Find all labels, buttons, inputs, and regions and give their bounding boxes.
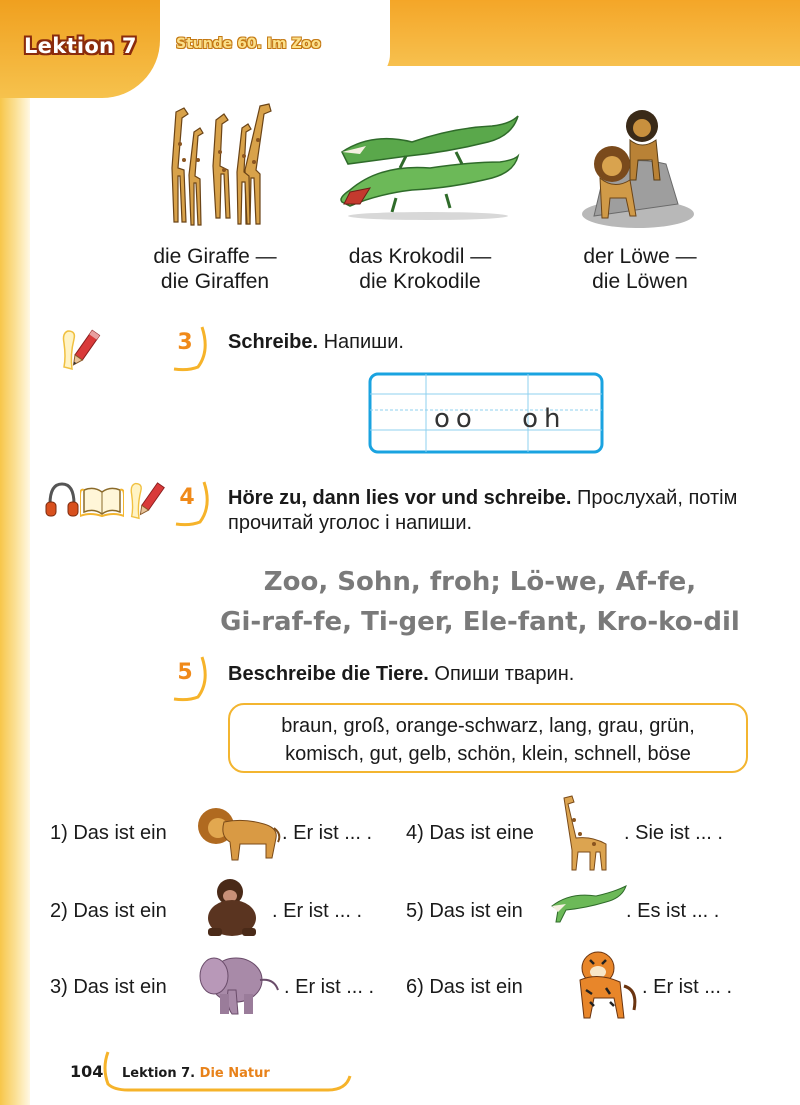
- task5-instruction: [228, 662, 574, 687]
- lektion-label: Lektion 7: [24, 34, 137, 58]
- caption-singular: das Krokodil —: [348, 245, 492, 268]
- sentence-1: [50, 822, 167, 845]
- sentence-prefix: 5) Das ist ein: [406, 900, 523, 922]
- sentence-2-end: . Er ist ... .: [272, 900, 363, 922]
- task4-instruction: [228, 486, 768, 536]
- pencil-icon: [128, 478, 172, 522]
- caption-giraffe: [120, 244, 310, 294]
- crocodiles-image: [336, 112, 521, 222]
- adjectives-line-2: komisch, gut, gelb, schön, klein, schnell, böse: [285, 743, 691, 765]
- book-icon: [80, 482, 124, 518]
- sentence-5-end: . Es ist ... .: [626, 900, 720, 922]
- task-number-badge: [172, 480, 210, 520]
- instruction-ukrainian: Прослухай, потім прочитай уголос і напиши.: [228, 487, 738, 534]
- tiger-icon: [566, 946, 642, 1022]
- caption-plural: die Löwen: [592, 270, 688, 293]
- sentence-3: [50, 976, 167, 999]
- footer-topic: Die Natur: [199, 1066, 270, 1081]
- instruction-german: Beschreibe die Tiere.: [228, 663, 429, 685]
- giraffes-image: [158, 100, 288, 230]
- instruction-german: Höre zu, dann lies vor und schreibe.: [228, 487, 572, 509]
- caption-singular: die Giraffe —: [153, 245, 277, 268]
- pencil-icon: [60, 325, 108, 373]
- sentence-2: [50, 900, 167, 923]
- page-number: 104: [70, 1062, 104, 1081]
- instruction-ukrainian: Напиши.: [318, 331, 404, 353]
- caption-loewe: [560, 244, 720, 294]
- sentence-prefix: 2) Das ist ein: [50, 900, 167, 922]
- caption-plural: die Giraffen: [160, 270, 270, 293]
- lion-icon: [194, 806, 282, 864]
- footer-lektion: Lektion 7.: [122, 1066, 196, 1081]
- crocodile-icon: [548, 884, 628, 928]
- sentence-prefix: 6) Das ist ein: [406, 976, 523, 998]
- sentence-4-end: . Sie ist ... .: [624, 822, 723, 844]
- sentence-3-end: . Er ist ... .: [284, 976, 375, 998]
- left-margin-stripe: [0, 0, 30, 1105]
- caption-singular: der Löwe —: [583, 245, 697, 268]
- giraffe-icon: [556, 792, 624, 872]
- headphones-icon: [44, 480, 80, 520]
- task-number-badge: [170, 325, 208, 365]
- sentence-6-end: . Er ist ... .: [642, 976, 733, 998]
- task-number: 3: [177, 330, 193, 355]
- writing-sample: oo oh: [434, 404, 567, 434]
- instruction-ukrainian: Опиши тварин.: [428, 663, 575, 685]
- task-number: 5: [177, 660, 193, 685]
- elephant-icon: [194, 950, 284, 1018]
- monkey-icon: [198, 876, 272, 938]
- instruction-german: Schreibe.: [228, 331, 319, 353]
- stunde-title: Stunde 60. Im Zoo: [176, 36, 321, 52]
- task-number: 4: [179, 485, 195, 510]
- sentence-prefix: 4) Das ist eine: [406, 822, 534, 844]
- sentence-prefix: 1) Das ist ein: [50, 822, 167, 844]
- caption-plural: die Krokodile: [359, 270, 481, 293]
- sentence-prefix: 3) Das ist ein: [50, 976, 167, 998]
- sentence-6: [406, 976, 523, 999]
- sentence-4: [406, 822, 534, 845]
- task-number-badge: [170, 655, 208, 695]
- adjectives-line-1: braun, groß, orange-schwarz, lang, grau, grün,: [281, 715, 695, 737]
- syllable-line-1: Zoo, Sohn, froh; Lö-we, Af-fe,: [263, 567, 697, 597]
- caption-krokodil: [320, 244, 520, 294]
- adjective-word-box: [228, 703, 748, 773]
- sentence-5: [406, 900, 523, 923]
- lions-image: [578, 104, 696, 230]
- sentence-1-end: . Er ist ... .: [282, 822, 373, 844]
- syllable-line-2: Gi-raf-fe, Ti-ger, Ele-fant, Kro-ko-dil: [220, 607, 740, 637]
- footer-title: [122, 1066, 270, 1081]
- task3-instruction: [228, 330, 404, 355]
